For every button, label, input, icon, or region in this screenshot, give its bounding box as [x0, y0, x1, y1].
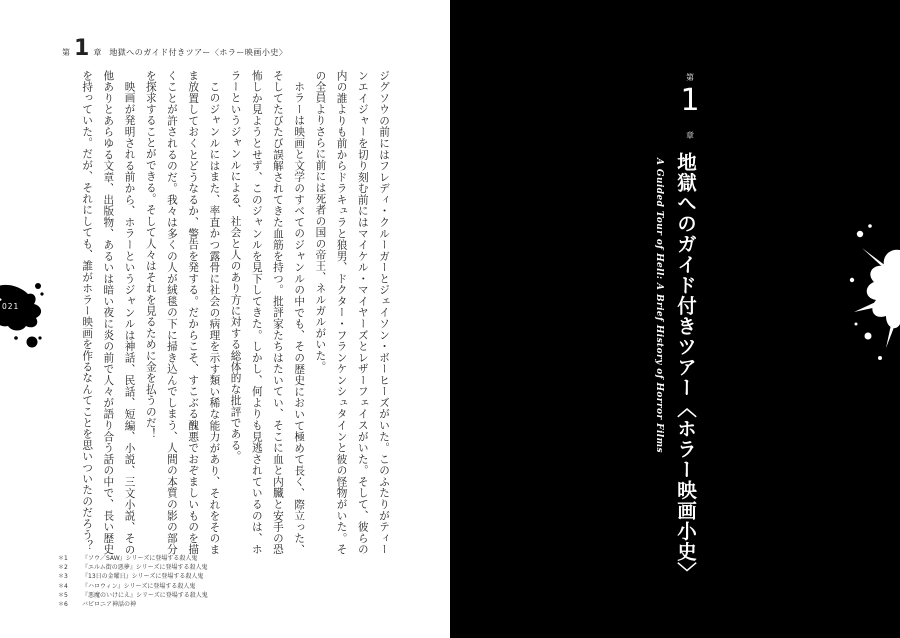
- footnote-text: 『エルム街の悪夢』シリーズに登場する殺人鬼: [82, 564, 208, 572]
- footnote-number: ＊1: [58, 555, 68, 562]
- footnote: [58, 563, 208, 572]
- footnote-number: ＊5: [58, 591, 68, 599]
- chapter-label: 章: [686, 131, 694, 140]
- paragraph: このジャンルにはまた、率直かつ露骨に社会の病理を示す類い稀な能力があり、それをそのまま放置しておくとどうなるか、警告を発する。だからこそ、すこぶる醜悪でおぞましいものを描くことが許されるのだ。我々は多くの人が絨毯の下に掃き込んでしまう、人間の本質の影の部分を探求することができる。そして人々はそれを見るために金を払うのだ！: [144, 70, 221, 555]
- chapter-title: 地獄へのガイド付きツアー〈ホラー映画小史〉: [674, 152, 697, 583]
- body-text: [76, 70, 394, 555]
- ink-splat-icon: [846, 220, 900, 370]
- page-number: 021: [2, 302, 20, 311]
- footnote: [58, 582, 208, 591]
- footnote: [58, 572, 208, 581]
- footnote-number: ＊3: [58, 573, 68, 581]
- footnote: [58, 591, 208, 600]
- footnote: [58, 600, 208, 609]
- page-number-marker: [0, 272, 50, 352]
- footnotes: [58, 554, 208, 609]
- footnote-text: バビロニア神話の神: [82, 601, 137, 609]
- chapter-subtitle-en: A Guided Tour of Hell: A Brief History of Horror Films: [654, 158, 664, 453]
- chapter-suffix: 章: [93, 48, 102, 57]
- footnote-text: 『悪魔のいけにえ』シリーズに登場する殺人鬼: [82, 591, 208, 599]
- chapter-prefix: 第: [62, 48, 70, 57]
- chapter-label: 第: [686, 73, 694, 82]
- chapter-number-large: 1: [680, 83, 700, 118]
- footnote-number: ＊2: [58, 564, 68, 572]
- footnote-number: ＊4: [58, 582, 68, 590]
- paragraph: 映画が発明される前から、ホラーというジャンルは神話、民話、短編、小説、三文小説、その他ありとあらゆる文章、出版物、あるいは暗い夜に炎の前で人々が語り合う話の中で、長い歴史を持っていた。だが、それにしても、誰がホラー映画を作るなんてことを思いついたのだろう？: [81, 70, 136, 555]
- paragraph: ジグソウの前にはフレディ・クルーガーとジェイソン・ボーヒーズがいた。このふたりがティーンエイジャーを切り刻む前にはマイケル・マイヤーズとレザーフェイスがいた。そして、彼らの内の誰よりも前からドラキュラと狼男、ドクター・フランケンシュタインと彼の怪物がいた。その全員よりさらに前には死者の国の帝王、ネルガルがいた。: [314, 70, 390, 555]
- running-title: 地獄へのガイド付きツアー〈ホラー映画小史〉: [109, 48, 288, 57]
- paragraph: ホラーは映画と文学のすべてのジャンルの中でも、その歴史において極めて長く、際立った、そしてたびたび誤解されてきた血筋を持つ。批評家たちはたいてい、そこに血と内臓と安手の恐怖しか見ようとせず、このジャンルを見下してきた。しかし、何よりも見逃されているのは、ホラーというジャンルによる、社会と人のあり方に対する総体的な批評である。: [229, 70, 306, 555]
- chapter-number: 1: [74, 36, 90, 61]
- right-page: [450, 0, 900, 638]
- footnote: [58, 554, 208, 563]
- footnote-text: 『ハロウィン』シリーズに登場する殺人鬼: [82, 582, 196, 590]
- footnote-number: ＊6: [58, 601, 68, 609]
- running-header: [62, 38, 287, 60]
- footnote-text: 『13日の金曜日』シリーズに登場する殺人鬼: [82, 573, 204, 581]
- footnote-text: 『ソウ／SAW』シリーズに登場する殺人鬼: [82, 555, 198, 562]
- ink-splat-icon: [0, 272, 50, 352]
- chapter-title-block: [654, 72, 716, 583]
